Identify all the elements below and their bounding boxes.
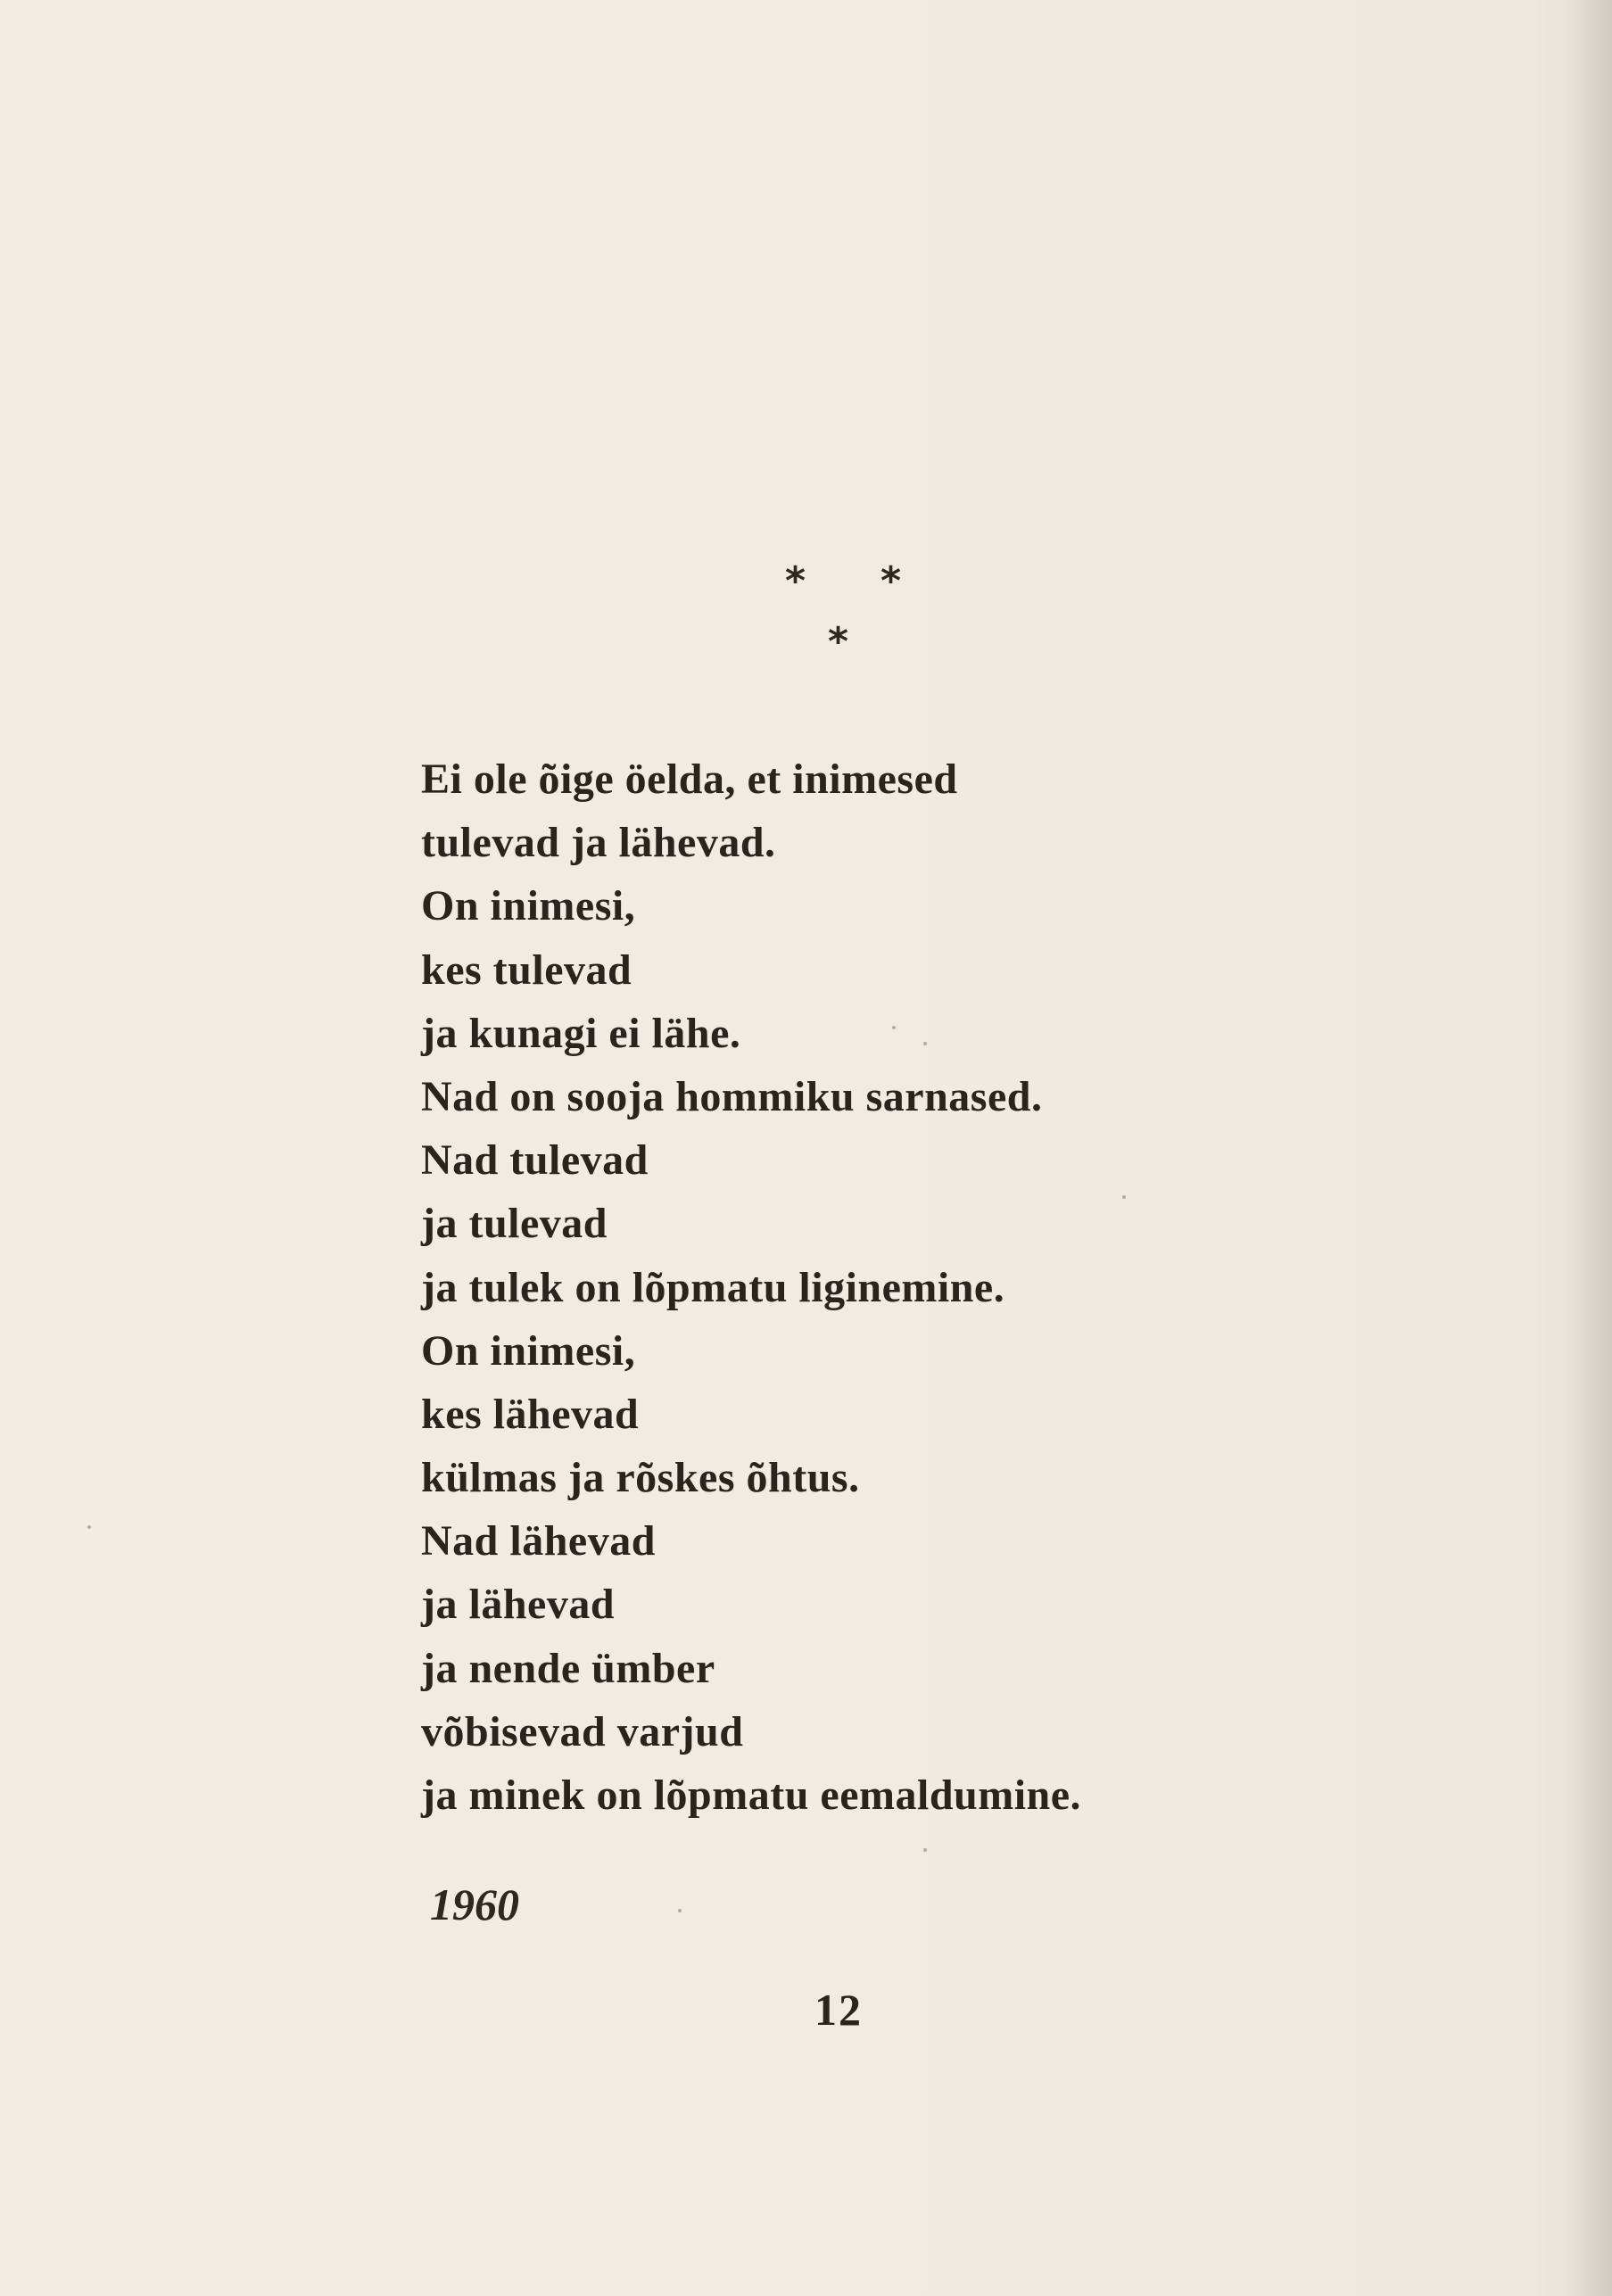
poem-line: kes lähevad	[421, 1390, 640, 1438]
asterisk-right: *	[880, 558, 902, 604]
poem-line: ja lähevad	[421, 1581, 616, 1629]
poem-line: külmas ja rõskes õhtus.	[421, 1454, 860, 1502]
poem-line: ja nende ümber	[421, 1644, 715, 1692]
poem-line: ja tulek on lõpmatu liginemine.	[421, 1263, 1005, 1311]
poem-body	[421, 747, 1313, 1827]
poem-line: ja minek on lõpmatu eemaldumine.	[421, 1772, 1082, 1819]
page-edge-shadow	[1563, 0, 1612, 2296]
poem-line: On inimesi,	[421, 882, 636, 930]
poem-line: ja kunagi ei lähe.	[421, 1009, 741, 1057]
asterism-ornament	[767, 553, 928, 669]
poem-year: 1960	[430, 1879, 519, 1929]
paper-speck	[892, 1026, 896, 1029]
paper-speck	[1122, 1195, 1126, 1199]
asterisk-bottom: *	[828, 619, 849, 665]
paper-speck	[87, 1525, 91, 1529]
poem-line: Nad on sooja hommiku sarnased.	[421, 1072, 1043, 1120]
poem-line: võbisevad varjud	[421, 1707, 744, 1755]
paper-speck	[923, 1848, 927, 1852]
poem-line: Nad lähevad	[421, 1517, 656, 1565]
page-number: 12	[814, 1985, 863, 2035]
poem-line: Ei ole õige öelda, et inimesed	[421, 756, 958, 803]
asterisk-left: *	[785, 558, 806, 604]
poem-line: Nad tulevad	[421, 1136, 649, 1185]
paper-speck	[923, 1042, 927, 1045]
paper-speck	[678, 1909, 682, 1912]
poem-line: On inimesi,	[421, 1326, 636, 1375]
poem-line: tulevad ja lähevad.	[421, 819, 776, 867]
poem-line: kes tulevad	[421, 946, 632, 994]
poem-line: ja tulevad	[421, 1200, 608, 1248]
